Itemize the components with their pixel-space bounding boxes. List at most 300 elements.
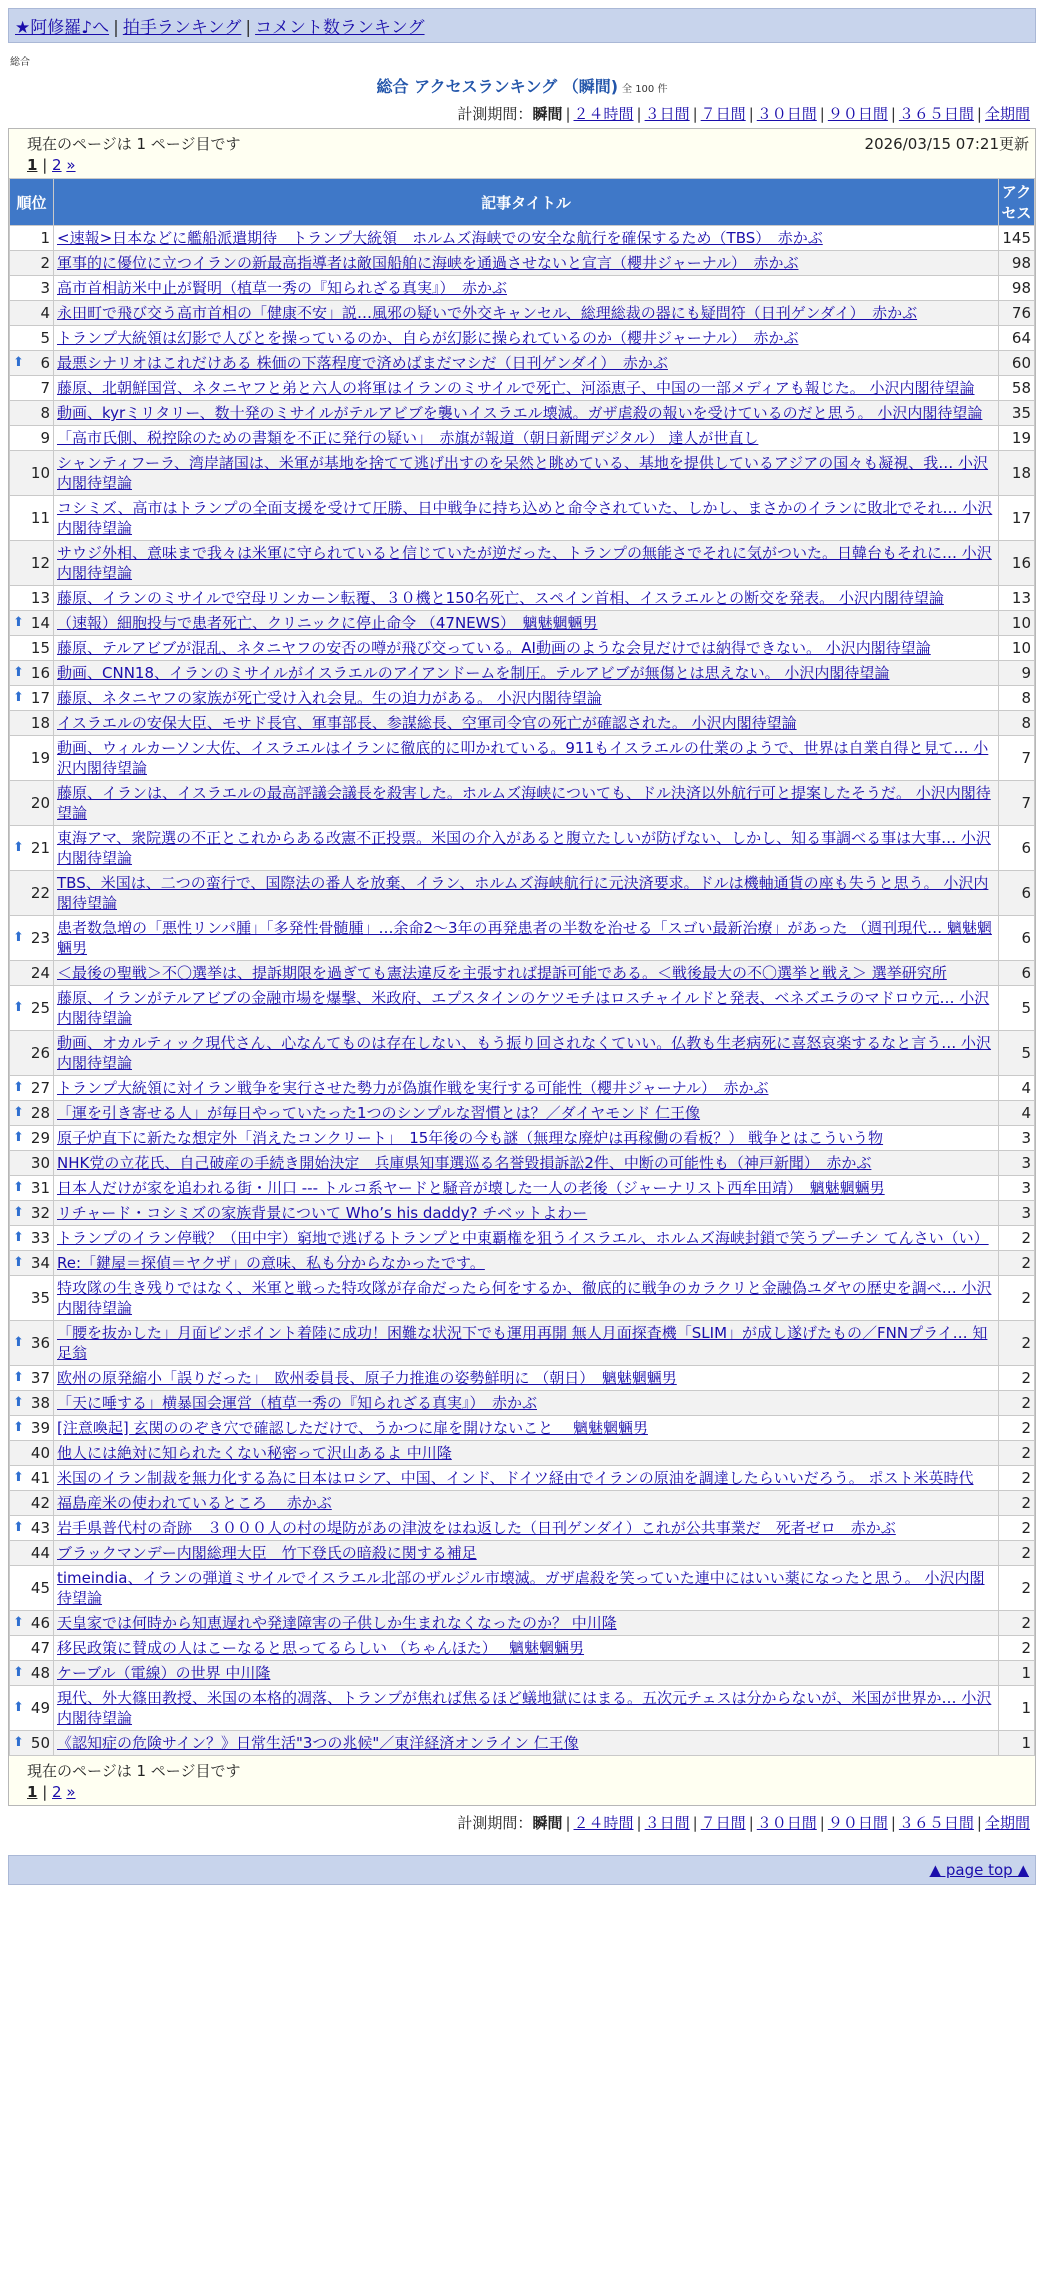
access-count: 2: [999, 1541, 1035, 1566]
title-cell: [54, 586, 999, 611]
article-link[interactable]: （速報）細胞投与で患者死亡、クリニックに停止命令 （47NEWS） 魑魅魍魎男: [57, 614, 598, 632]
rank-number: 15: [30, 639, 50, 657]
table-row: [10, 636, 1035, 661]
rank-cell: [10, 1731, 54, 1756]
rank-number: 17: [30, 689, 50, 707]
rank-cell: [10, 1516, 54, 1541]
article-link[interactable]: 動画、ウィルカーソン大佐、イスラエルはイランに徹底的に叩かれている。911もイスラエルの仕業のようで、世界は自業自得と見て… 小沢内閣待望論: [57, 739, 989, 777]
ranking-box: [8, 128, 1036, 1806]
page-title: [0, 74, 1044, 97]
title-cell: [54, 1491, 999, 1516]
table-row: [10, 301, 1035, 326]
title-cell: [54, 986, 999, 1031]
table-row: [10, 401, 1035, 426]
rank-cell: [10, 1251, 54, 1276]
arrow-up-icon: ⬆: [13, 1255, 24, 1270]
rank-number: 31: [30, 1179, 50, 1197]
rank-cell: [10, 916, 54, 961]
rank-number: 1: [40, 229, 50, 247]
access-count: 58: [999, 376, 1035, 401]
period-label: 計測期間：: [457, 105, 533, 123]
footer-pager: 1 | 2 »: [27, 1783, 76, 1801]
access-count: 3: [999, 1176, 1035, 1201]
rank-number: 9: [40, 429, 50, 447]
article-link[interactable]: 「腰を抜かした」月面ピンポイント着陸に成功！困難な状況下でも運用再開 無人月面探査機「SLIM」が成し遂げたもの／FNNプライ… 知足翁: [57, 1324, 988, 1362]
title-cell: [54, 1366, 999, 1391]
updated-timestamp: 2026/03/15 07:21更新: [864, 135, 1029, 153]
article-link[interactable]: [注意喚起] 玄関ののぞき穴で確認しただけで、うかつに扉を開けないこと 魑魅魍魎男: [57, 1419, 648, 1437]
top-period-link-3[interactable]: ３０日間: [756, 105, 817, 123]
access-count: 2: [999, 1276, 1035, 1321]
article-link[interactable]: 「高市氏側、税控除のための書類を不正に発行の疑い」 赤旗が報道（朝日新聞デジタル） 達人が世直し: [57, 429, 759, 447]
access-count: 8: [999, 686, 1035, 711]
title-cell: [54, 1731, 999, 1756]
article-link[interactable]: サウジ外相、意味まで我々は米軍に守られていると信じていたが逆だった、トランプの無能さでそれに気がついた。日韓台もそれに… 小沢内閣待望論: [57, 544, 992, 582]
bottom-period-link-1[interactable]: ３日間: [644, 1814, 690, 1832]
rank-cell: [10, 871, 54, 916]
table-header: [10, 179, 1035, 226]
rank-cell: [10, 426, 54, 451]
pager-current: 1: [27, 156, 38, 174]
table-row: [10, 736, 1035, 781]
pager-next[interactable]: »: [66, 1783, 76, 1801]
title-cell: [54, 401, 999, 426]
table-row: [10, 1541, 1035, 1566]
article-link[interactable]: 東海アマ、衆院選の不正とこれからある改憲不正投票。米国の介入があると腹立たしいが防げない、しかし、知る事調べる事は大事… 小沢内閣待望論: [57, 829, 991, 867]
article-link[interactable]: 「天に唾する」横暴国会運営（植草一秀の『知られざる真実』） 赤かぶ: [57, 1394, 538, 1412]
bottom-period-link-5[interactable]: ３６５日間: [898, 1814, 974, 1832]
arrow-up-icon: ⬆: [13, 1205, 24, 1220]
table-row: [10, 1466, 1035, 1491]
article-link[interactable]: 藤原、テルアビブが混乱、ネタニヤフの安否の噂が飛び交っている。AI動画のような会見だけでは納得できない。 小沢内閣待望論: [57, 639, 931, 657]
article-link[interactable]: シャンティフーラ、湾岸諸国は、米軍が基地を捨てて逃げ出すのを呆然と眺めている、基地を提供しているアジアの国々も凝視、我… 小沢内閣待望論: [57, 454, 989, 492]
period-separator: |: [636, 1814, 642, 1832]
arrow-up-icon: ⬆: [13, 1665, 24, 1680]
access-count: 1: [999, 1686, 1035, 1731]
rank-number: 32: [30, 1204, 50, 1222]
title-cell: [54, 1176, 999, 1201]
title-cell: [54, 1416, 999, 1441]
arrow-up-icon: ⬆: [13, 1335, 24, 1350]
article-link[interactable]: <速報>日本などに艦船派遣期待 トランプ大統領 ホルムズ海峡での安全な航行を確保するため（TBS） 赤かぶ: [57, 229, 823, 247]
rank-cell: [10, 1201, 54, 1226]
rank-cell: [10, 301, 54, 326]
title-cell: [54, 226, 999, 251]
title-cell: [54, 541, 999, 586]
table-row: [10, 1101, 1035, 1126]
period-separator: |: [819, 105, 825, 123]
article-link[interactable]: 現代、外大篠田教授、米国の本格的凋落、トランプが焦れば焦るほど蟻地獄にはまる。五次元チェスは分からないが、米国が世界か… 小沢内閣待望論: [57, 1689, 992, 1727]
rank-number: 40: [30, 1444, 50, 1462]
access-count: 2: [999, 1466, 1035, 1491]
table-row: [10, 1566, 1035, 1611]
table-row: [10, 426, 1035, 451]
col-rank: 順位: [10, 179, 54, 226]
access-count: 76: [999, 301, 1035, 326]
article-link[interactable]: ケーブル（電線）の世界 中川隆: [57, 1664, 271, 1682]
rank-cell: [10, 1076, 54, 1101]
article-link[interactable]: 特攻隊の生き残りではなく、米軍と戦った特攻隊が存命だったら何をするか、徹底的に戦争のカラクリと金融偽ユダヤの歴史を調べ… 小沢内閣待望論: [57, 1279, 992, 1317]
rank-number: 47: [30, 1639, 50, 1657]
table-row: [10, 226, 1035, 251]
title-cell: [54, 636, 999, 661]
table-row: [10, 661, 1035, 686]
arrow-up-icon: ⬆: [13, 1700, 24, 1715]
rank-cell: [10, 636, 54, 661]
table-row: [10, 611, 1035, 636]
rank-number: 7: [40, 379, 50, 397]
access-count: 35: [999, 401, 1035, 426]
access-count: 5: [999, 1031, 1035, 1076]
access-count: 98: [999, 251, 1035, 276]
table-row: [10, 686, 1035, 711]
article-link[interactable]: 《認知症の危険サイン？》日常生活"3つの兆候"／東洋経済オンライン 仁王像: [57, 1734, 579, 1752]
article-link[interactable]: 原子炉直下に新たな想定外「消えたコンクリート」 15年後の今も謎（無理な廃炉は再稼働の看板？） 戦争とはこういう物: [57, 1129, 884, 1147]
rank-cell: [10, 686, 54, 711]
arrow-up-icon: ⬆: [13, 1395, 24, 1410]
period-separator: |: [976, 105, 982, 123]
arrow-up-icon: ⬆: [13, 1130, 24, 1145]
rank-number: 11: [30, 509, 50, 527]
title-cell: [54, 1031, 999, 1076]
table-row: [10, 1226, 1035, 1251]
period-separator: |: [692, 1814, 698, 1832]
rank-number: 28: [30, 1104, 50, 1122]
article-link[interactable]: 藤原、イランがテルアビブの金融市場を爆撃、米政府、エプスタインのケツモチはロスチャイルドと発表、ベネズエラのマドロウ元… 小沢内閣待望論: [57, 989, 990, 1027]
article-link[interactable]: 「運を引き寄せる人」が毎日やっていたった1つのシンプルな習慣とは？／ダイヤモンド 仁王像: [57, 1104, 701, 1122]
arrow-up-icon: ⬆: [13, 1615, 24, 1630]
article-link[interactable]: 藤原、イランのミサイルで空母リンカーン転覆、３０機と150名死亡、スペイン首相、イスラエルとの断交を発表。 小沢内閣待望論: [57, 589, 944, 607]
title-cell: [54, 736, 999, 781]
article-link[interactable]: イスラエルの安保大臣、モサド長官、軍事部長、参謀総長、空軍司令官の死亡が確認された。 小沢内閣待望論: [57, 714, 797, 732]
article-link[interactable]: 永田町で飛び交う高市首相の「健康不安」説…風邪の疑いで外交キャンセル、総理総裁の器にも疑問符（日刊ゲンダイ） 赤かぶ: [57, 304, 918, 322]
rank-cell: [10, 251, 54, 276]
arrow-up-icon: ⬆: [13, 690, 24, 705]
table-row: [10, 711, 1035, 736]
access-count: 64: [999, 326, 1035, 351]
arrow-up-icon: ⬆: [13, 1000, 24, 1015]
article-link[interactable]: 福島産米の使われているところ 赤かぶ: [57, 1494, 332, 1512]
access-count: 3: [999, 1126, 1035, 1151]
rank-cell: [10, 1661, 54, 1686]
top-period-link-0[interactable]: ２４時間: [573, 105, 634, 123]
title-cell: [54, 326, 999, 351]
arrow-up-icon: ⬆: [13, 1735, 24, 1750]
rank-cell: [10, 1416, 54, 1441]
access-count: 98: [999, 276, 1035, 301]
access-count: 16: [999, 541, 1035, 586]
access-count: 2: [999, 1516, 1035, 1541]
title-cell: [54, 1566, 999, 1611]
rank-cell: [10, 496, 54, 541]
title-cell: [54, 451, 999, 496]
table-row: [10, 1176, 1035, 1201]
bottom-period-link-2[interactable]: ７日間: [700, 1814, 746, 1832]
period-separator: |: [636, 105, 642, 123]
rank-cell: [10, 826, 54, 871]
rank-number: 50: [30, 1734, 50, 1752]
title-cell: [54, 1466, 999, 1491]
article-link[interactable]: トランプ大統領は幻影で人びとを操っているのか、自らが幻影に操られているのか（櫻井ジャーナル） 赤かぶ: [57, 329, 799, 347]
title-cell: [54, 1101, 999, 1126]
rank-cell: [10, 276, 54, 301]
access-count: 2: [999, 1611, 1035, 1636]
article-link[interactable]: 動画、CNN18、イランのミサイルがイスラエルのアイアンドームを制圧。テルアビブが無傷とは思えない。 小沢内閣待望論: [57, 664, 890, 682]
access-count: 2: [999, 1366, 1035, 1391]
rank-number: 49: [30, 1699, 50, 1717]
nav-separator: |: [245, 18, 252, 38]
article-link[interactable]: TBS、米国は、二つの蛮行で、国際法の番人を放棄、イラン、ホルムズ海峡航行に元決済要求。ドルは機軸通貨の座も失うと思う。 小沢内閣待望論: [57, 874, 989, 912]
article-link[interactable]: 軍事的に優位に立つイランの新最高指導者は敵国船舶に海峡を通過させないと宣言（櫻井ジャーナル） 赤かぶ: [57, 254, 799, 272]
rank-cell: [10, 226, 54, 251]
access-count: 6: [999, 916, 1035, 961]
table-row: [10, 1441, 1035, 1466]
rank-number: 41: [30, 1469, 50, 1487]
title-cell: [54, 1636, 999, 1661]
access-count: 2: [999, 1226, 1035, 1251]
access-count: 4: [999, 1076, 1035, 1101]
rank-cell: [10, 1466, 54, 1491]
arrow-up-icon: ⬆: [13, 355, 24, 370]
rank-number: 12: [30, 554, 50, 572]
period-separator: |: [565, 105, 571, 123]
access-count: 6: [999, 871, 1035, 916]
access-count: 18: [999, 451, 1035, 496]
article-link[interactable]: トランプ大統領に対イラン戦争を実行させた勢力が偽旗作戦を実行する可能性（櫻井ジャーナル） 赤かぶ: [57, 1079, 769, 1097]
pager-current: 1: [27, 1783, 38, 1801]
rank-number: 21: [30, 839, 50, 857]
rank-number: 2: [40, 254, 50, 272]
article-link[interactable]: 動画、kyrミリタリー、数十発のミサイルがテルアビブを襲いイスラエル壊滅。ガザ虐殺の報いを受けているのだと思う。 小沢内閣待望論: [57, 404, 983, 422]
title-cell: [54, 1251, 999, 1276]
rank-cell: [10, 1391, 54, 1416]
title-cell: [54, 496, 999, 541]
rank-cell: [10, 611, 54, 636]
period-label: 計測期間：: [457, 1814, 533, 1832]
article-link[interactable]: 他人には絶対に知られたくない秘密って沢山あるよ 中川隆: [57, 1444, 452, 1462]
title-cell: [54, 276, 999, 301]
period-separator: |: [819, 1814, 825, 1832]
table-row: [10, 251, 1035, 276]
rank-cell: [10, 1566, 54, 1611]
period-separator: |: [976, 1814, 982, 1832]
rank-number: 27: [30, 1079, 50, 1097]
title-cell: [54, 1321, 999, 1366]
page-top-link[interactable]: ▲ page top ▲: [929, 1861, 1029, 1879]
access-count: 7: [999, 781, 1035, 826]
article-link[interactable]: コシミズ、高市はトランプの全面支援を受けて圧勝、日中戦争に持ち込めと命令されていた、しかし、まさかのイランに敗北でそれ… 小沢内閣待望論: [57, 499, 993, 537]
article-link[interactable]: 動画、オカルティック現代さん、心なんてものは存在しない、もう振り回されなくていい。仏教も生老病死に喜怒哀楽するなと言う… 小沢内閣待望論: [57, 1034, 992, 1072]
title-cell: [54, 376, 999, 401]
article-link[interactable]: timeindia、イランの弾道ミサイルでイスラエル北部のザルジル市壊滅。ガザ虐殺を笑っていた連中にはいい薬になったと思う。 小沢内閣待望論: [57, 1569, 985, 1607]
rank-cell: [10, 736, 54, 781]
top-nav: [8, 8, 1036, 43]
table-row: [10, 1661, 1035, 1686]
rank-number: 46: [30, 1614, 50, 1632]
rank-cell: [10, 1686, 54, 1731]
access-count: 2: [999, 1491, 1035, 1516]
rank-cell: [10, 1276, 54, 1321]
rank-number: 26: [30, 1044, 50, 1062]
rank-number: 39: [30, 1419, 50, 1437]
article-link[interactable]: ブラックマンデー内閣総理大臣 竹下登氏の暗殺に関する補足: [57, 1544, 477, 1562]
access-count: 8: [999, 711, 1035, 736]
arrow-up-icon: ⬆: [13, 1230, 24, 1245]
title-cell: [54, 251, 999, 276]
rank-number: 25: [30, 999, 50, 1017]
rank-cell: [10, 1126, 54, 1151]
title-cell: [54, 1391, 999, 1416]
arrow-up-icon: ⬆: [13, 665, 24, 680]
rank-cell: [10, 1101, 54, 1126]
table-row: [10, 871, 1035, 916]
table-row: [10, 541, 1035, 586]
table-row: [10, 1636, 1035, 1661]
bottom-period-link-6[interactable]: 全期間: [984, 1814, 1030, 1832]
rank-number: 20: [30, 794, 50, 812]
home-link[interactable]: ★阿修羅♪へ: [15, 18, 110, 38]
article-link[interactable]: 欧州の原発縮小「誤りだった」 欧州委員長、原子力推進の姿勢鮮明に （朝日） 魑魅魍魎男: [57, 1369, 677, 1387]
current-page-text: 現在のページは 1 ページ目です: [27, 135, 241, 153]
table-row: [10, 1251, 1035, 1276]
comment-ranking-link[interactable]: コメント数ランキング: [255, 18, 425, 38]
access-count: 19: [999, 426, 1035, 451]
rank-cell: [10, 586, 54, 611]
title-cell: [54, 1126, 999, 1151]
article-link[interactable]: 移民政策に賛成の人はこーなると思ってるらしい （ちゃんほた） 魑魅魍魎男: [57, 1639, 585, 1657]
title-cell: [54, 1441, 999, 1466]
table-row: [10, 1276, 1035, 1321]
article-link[interactable]: 日本人だけが家を追われる街・川口 --- トルコ系ヤードと騒音が壊した一人の老後（ジャーナリスト西牟田靖） 魑魅魍魎男: [57, 1179, 885, 1197]
title-cell: [54, 1686, 999, 1731]
table-row: [10, 1391, 1035, 1416]
rank-number: 24: [30, 964, 50, 982]
top-period-link-4[interactable]: ９０日間: [827, 105, 888, 123]
title-cell: [54, 1276, 999, 1321]
rank-cell: [10, 541, 54, 586]
rank-number: 43: [30, 1519, 50, 1537]
rank-number: 23: [30, 929, 50, 947]
top-period-link-2[interactable]: ７日間: [700, 105, 746, 123]
table-row: [10, 916, 1035, 961]
access-count: 13: [999, 586, 1035, 611]
rank-number: 33: [30, 1229, 50, 1247]
period-selector: [0, 103, 1030, 124]
pager: 1 | 2 »: [27, 156, 76, 174]
title-cell: [54, 916, 999, 961]
table-row: [10, 451, 1035, 496]
rank-cell: [10, 1321, 54, 1366]
top-period-link-6[interactable]: 全期間: [984, 105, 1030, 123]
title-cell: [54, 686, 999, 711]
bottom-period-link-0[interactable]: ２４時間: [573, 1814, 634, 1832]
rank-cell: [10, 986, 54, 1031]
bottom-period-link-3[interactable]: ３０日間: [756, 1814, 817, 1832]
article-link[interactable]: 藤原、北朝鮮国営、ネタニヤフと弟と六人の将軍はイランのミサイルで死亡、河添恵子、中国の一部メディアも報じた。 小沢内閣待望論: [57, 379, 975, 397]
clap-ranking-link[interactable]: 拍手ランキング: [122, 18, 242, 38]
rank-cell: [10, 1541, 54, 1566]
article-link[interactable]: トランプのイラン停戦？（田中宇）窮地で逃げるトランプと中東覇権を狙うイスラエル、ホルムズ海峡封鎖で笑うプーチン てんさい（い）: [57, 1229, 989, 1247]
table-row: [10, 1126, 1035, 1151]
pager-page-2[interactable]: 2: [52, 156, 62, 174]
table-row: [10, 1151, 1035, 1176]
table-row: [10, 1321, 1035, 1366]
article-link[interactable]: 岩手県普代村の奇跡 ３０００人の村の堤防があの津波をはね返した（日刊ゲンダイ）これが公共事業だ 死者ゼロ 赤かぶ: [57, 1519, 896, 1537]
bottom-period-link-4[interactable]: ９０日間: [827, 1814, 888, 1832]
rank-number: 6: [40, 354, 50, 372]
top-period-link-5[interactable]: ３６５日間: [898, 105, 974, 123]
table-row: [10, 376, 1035, 401]
rank-number: 44: [30, 1544, 50, 1562]
rank-cell: [10, 1611, 54, 1636]
rank-number: 35: [30, 1289, 50, 1307]
title-cell: [54, 661, 999, 686]
arrow-up-icon: ⬆: [13, 1080, 24, 1095]
article-link[interactable]: 藤原、ネタニヤフの家族が死亡受け入れ会見。生の迫力がある。 小沢内閣待望論: [57, 689, 602, 707]
rank-number: 16: [30, 664, 50, 682]
rank-number: 5: [40, 329, 50, 347]
nav-separator: |: [113, 18, 119, 38]
article-link[interactable]: 米国のイラン制裁を無力化する為に日本はロシア、中国、インド、ドイツ経由でイランの原油を調達したらいいだろう。 ポスト米英時代: [57, 1469, 974, 1487]
page-title-text: 総合 アクセスランキング （瞬間): [376, 77, 619, 96]
pager-page-2[interactable]: 2: [52, 1783, 62, 1801]
table-row: [10, 1366, 1035, 1391]
period-separator: |: [748, 1814, 754, 1832]
ranking-table: [9, 178, 1035, 1756]
table-row: [10, 1416, 1035, 1441]
article-link[interactable]: Re:「鍵屋＝探偵＝ヤクザ」の意味、私も分からなかったです。: [57, 1254, 485, 1272]
access-count: 60: [999, 351, 1035, 376]
pager-next[interactable]: »: [66, 156, 76, 174]
title-cell: [54, 826, 999, 871]
article-link[interactable]: 高市首相訪米中止が賢明（植草一秀の『知られざる真実』） 赤かぶ: [57, 279, 508, 297]
rank-cell: [10, 1151, 54, 1176]
article-link[interactable]: NHK党の立花氏、自己破産の手続き開始決定 兵庫県知事選巡る名誉毀損訴訟2件、中断の可能性も（神戸新聞） 赤かぶ: [57, 1154, 872, 1172]
title-cell: [54, 781, 999, 826]
rank-cell: [10, 661, 54, 686]
period-separator: |: [692, 105, 698, 123]
period-separator: |: [748, 105, 754, 123]
article-link[interactable]: 藤原、イランは、イスラエルの最高評議会議長を殺害した。ホルムズ海峡についても、ドル決済以外航行可と提案したそうだ。 小沢内閣待望論: [57, 784, 991, 822]
top-period-link-1[interactable]: ３日間: [644, 105, 690, 123]
table-row: [10, 1516, 1035, 1541]
article-link[interactable]: リチャード・コシミズの家族背景について Who’s his daddy? チベットよわー: [57, 1204, 588, 1222]
table-row: [10, 496, 1035, 541]
access-count: 10: [999, 611, 1035, 636]
rank-number: 10: [30, 464, 50, 482]
table-row: [10, 961, 1035, 986]
access-count: 2: [999, 1441, 1035, 1466]
rank-number: 48: [30, 1664, 50, 1682]
title-cell: [54, 711, 999, 736]
rank-cell: [10, 1491, 54, 1516]
article-link[interactable]: 患者数急増の「悪性リンパ腫」「多発性骨髄腫」…余命2～3年の再発患者の半数を治せる「スゴい最新治療」があった （週刊現代… 魑魅魍魎男: [57, 919, 992, 957]
table-row: [10, 781, 1035, 826]
access-count: 4: [999, 1101, 1035, 1126]
arrow-up-icon: ⬆: [13, 1105, 24, 1120]
rank-cell: [10, 1176, 54, 1201]
access-count: 5: [999, 986, 1035, 1031]
article-link[interactable]: 最悪シナリオはこれだけある 株価の下落程度で済めばまだマシだ（日刊ゲンダイ） 赤かぶ: [57, 354, 668, 372]
title-cell: [54, 301, 999, 326]
rank-cell: [10, 451, 54, 496]
arrow-up-icon: ⬆: [13, 930, 24, 945]
period-separator: |: [890, 1814, 896, 1832]
article-link[interactable]: ＜最後の聖戦＞不〇選挙は、提訴期限を過ぎても憲法違反を主張すれば提訴可能である。＜戦後最大の不〇選挙と戦え＞ 選挙研究所: [57, 964, 947, 982]
article-link[interactable]: 天皇家では何時から知恵遅れや発達障害の子供しか生まれなくなったのか？ 中川隆: [57, 1614, 617, 1632]
rank-number: 8: [40, 404, 50, 422]
access-count: 2: [999, 1636, 1035, 1661]
